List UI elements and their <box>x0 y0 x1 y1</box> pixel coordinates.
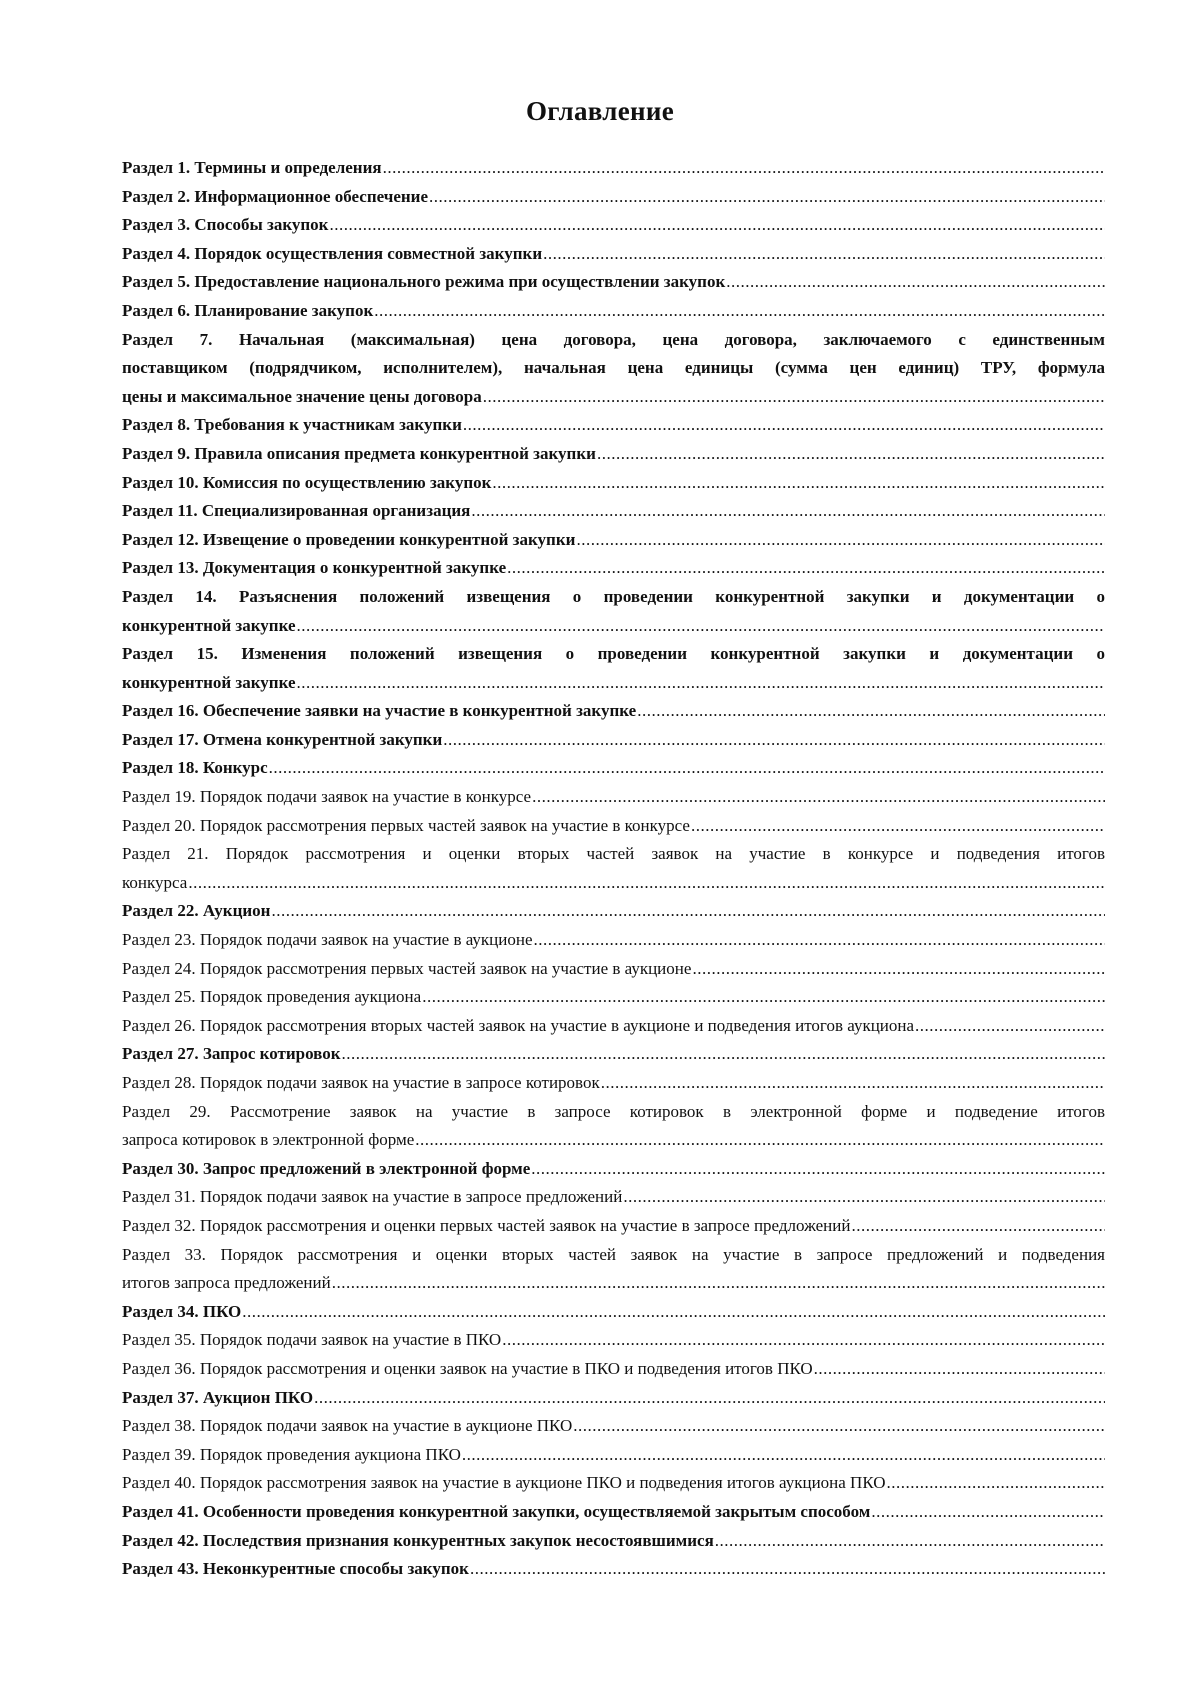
toc-entry-text: Раздел 27. Запрос котировок <box>122 1044 341 1064</box>
toc-entry-line <box>122 1212 1105 1241</box>
toc-entry-text: Раздел 9. Правила описания предмета конкурентной закупки <box>122 443 596 463</box>
toc-entry <box>122 583 1105 640</box>
toc-entry-line <box>122 1298 1105 1327</box>
dot-leader <box>531 1155 1105 1184</box>
toc-entry-line <box>122 183 1105 212</box>
toc-entry-text: Раздел 11. Специализированная организация <box>122 501 471 521</box>
toc-entry <box>122 1412 1105 1441</box>
toc-entry <box>122 926 1105 955</box>
toc-entry-text: Раздел 29. Рассмотрение заявок на участие в запросе котировок в электронной форме и подведение итогов <box>122 1101 1105 1121</box>
toc-entry <box>122 497 1105 526</box>
toc-entry-text: Раздел 39. Порядок проведения аукциона ПКО <box>122 1444 461 1464</box>
toc-entry-line <box>122 669 1105 698</box>
toc-entry-text: Раздел 42. Последствия признания конкурентных закупок несостоявшимися <box>122 1530 714 1550</box>
toc-entry <box>122 640 1105 697</box>
dot-leader <box>470 1555 1105 1584</box>
dot-leader <box>502 1326 1105 1355</box>
toc-entry <box>122 1212 1105 1241</box>
toc-entry-text: Раздел 33. Порядок рассмотрения и оценки вторых частей заявок на участие в запросе предложений и подведения <box>122 1244 1105 1264</box>
toc-entry-line <box>122 554 1105 583</box>
toc-entry-line <box>122 1384 1105 1413</box>
toc-entry <box>122 1469 1105 1498</box>
toc-entry-text: Раздел 35. Порядок подачи заявок на участие в ПКО <box>122 1330 502 1350</box>
toc-entry-text: Раздел 20. Порядок рассмотрения первых частей заявок на участие в конкурсе <box>122 815 690 835</box>
toc-entry <box>122 1527 1105 1556</box>
toc-entry-line <box>122 1441 1105 1470</box>
toc-entry-text: Раздел 17. Отмена конкурентной закупки <box>122 729 443 749</box>
dot-leader <box>532 783 1105 812</box>
toc-entry-text: цены и максимальное значение цены договора <box>122 386 482 406</box>
toc-entry-text: Раздел 13. Документация о конкурентной закупке <box>122 558 507 578</box>
toc-entry <box>122 211 1105 240</box>
toc-entry <box>122 1298 1105 1327</box>
toc-entry-line <box>122 612 1105 641</box>
toc-entry-text: Раздел 43. Неконкурентные способы закупок <box>122 1559 469 1579</box>
toc-entry-text: Раздел 16. Обеспечение заявки на участие в конкурентной закупке <box>122 701 637 721</box>
dot-leader <box>871 1498 1105 1527</box>
dot-leader <box>329 211 1105 240</box>
toc-entry-text: Раздел 31. Порядок подачи заявок на участие в запросе предложений <box>122 1187 623 1207</box>
toc-entry <box>122 697 1105 726</box>
dot-leader <box>443 726 1105 755</box>
dot-leader <box>332 1269 1105 1298</box>
toc-entry-text: Раздел 7. Начальная (максимальная) цена договора, цена договора, заключаемого с единственным <box>122 329 1105 349</box>
toc-entry-text: Раздел 38. Порядок подачи заявок на участие в аукционе ПКО <box>122 1416 573 1436</box>
dot-leader <box>269 754 1105 783</box>
toc-entry <box>122 440 1105 469</box>
toc-entry-line <box>122 1412 1105 1441</box>
toc-entry <box>122 897 1105 926</box>
toc-entry-line <box>122 469 1105 498</box>
toc-entry <box>122 268 1105 297</box>
toc-entry-text: Раздел 30. Запрос предложений в электронной форме <box>122 1158 531 1178</box>
toc-entry-text: Раздел 40. Порядок рассмотрения заявок на участие в аукционе ПКО и подведения итогов аукциона ПКО <box>122 1473 886 1493</box>
dot-leader <box>915 1012 1105 1041</box>
toc-entry-text: Раздел 36. Порядок рассмотрения и оценки заявок на участие в ПКО и подведения итогов ПКО <box>122 1358 813 1378</box>
toc-entry-line <box>122 926 1105 955</box>
toc-entry <box>122 154 1105 183</box>
toc-entry-line <box>122 411 1105 440</box>
toc-entry <box>122 783 1105 812</box>
page-title: Оглавление <box>526 96 674 126</box>
toc-entry-text: итогов запроса предложений <box>122 1273 331 1293</box>
dot-leader <box>188 869 1105 898</box>
toc-entry <box>122 411 1105 440</box>
toc-entry-line <box>122 1126 1105 1155</box>
dot-leader <box>271 897 1105 926</box>
toc-entry-line <box>122 955 1105 984</box>
toc-entry <box>122 754 1105 783</box>
toc-entry-line <box>122 1355 1105 1384</box>
toc-entry <box>122 983 1105 1012</box>
toc-entry-line <box>122 869 1105 898</box>
toc-entry <box>122 183 1105 212</box>
toc-entry <box>122 1241 1105 1298</box>
toc-entry-text: Раздел 28. Порядок подачи заявок на участие в запросе котировок <box>122 1073 600 1092</box>
toc-entry-line <box>122 897 1105 926</box>
dot-leader <box>601 1069 1105 1098</box>
toc-entry-text: Раздел 10. Комиссия по осуществлению закупок <box>122 472 492 492</box>
toc-entry-text: Раздел 12. Извещение о проведении конкурентной закупки <box>122 529 576 549</box>
toc-entry-text: Раздел 21. Порядок рассмотрения и оценки вторых частей заявок на участие в конкурсе и подведения итогов <box>122 844 1105 864</box>
toc-entry-text: Раздел 18. Конкурс <box>122 758 268 778</box>
toc-entry-line <box>122 440 1105 469</box>
dot-leader <box>543 240 1105 269</box>
toc-entry-line <box>122 1269 1105 1298</box>
dot-leader <box>492 469 1105 498</box>
toc-entry <box>122 1069 1105 1098</box>
dot-leader <box>429 183 1105 212</box>
dot-leader <box>297 669 1105 698</box>
toc-entry-text: конкурентной закупке <box>122 672 296 692</box>
dot-leader <box>637 697 1105 726</box>
toc-entry-text: Раздел 4. Порядок осуществления совместной закупки <box>122 243 543 263</box>
toc-entry-text: конкурентной закупке <box>122 615 296 635</box>
toc-entry-line <box>122 1527 1105 1556</box>
dot-leader <box>462 1441 1105 1470</box>
toc-entry-line <box>122 983 1105 1012</box>
toc-entry <box>122 1555 1105 1584</box>
toc-entry-text: Раздел 2. Информационное обеспечение <box>122 186 429 206</box>
dot-leader <box>507 554 1105 583</box>
dot-leader <box>415 1126 1105 1155</box>
toc-entry-line <box>122 1069 1105 1098</box>
toc-entry-text: Раздел 6. Планирование закупок <box>122 300 374 320</box>
toc-entry-text: Раздел 3. Способы закупок <box>122 215 329 235</box>
toc-entry <box>122 955 1105 984</box>
dot-leader <box>314 1384 1105 1413</box>
toc-entry-line <box>122 526 1105 555</box>
toc-entry-line <box>122 240 1105 269</box>
dot-leader <box>463 411 1105 440</box>
toc-entry-text: Раздел 1. Термины и определения <box>122 158 382 177</box>
toc-entry-text: запроса котировок в электронной форме <box>122 1130 415 1150</box>
dot-leader <box>726 268 1105 297</box>
toc-entry-text: Раздел 15. Изменения положений извещения о проведении конкурентной закупки и документации о <box>122 644 1105 664</box>
dot-leader <box>342 1040 1105 1069</box>
toc-entry-line <box>122 211 1105 240</box>
dot-leader <box>597 440 1105 469</box>
toc-entry-text: поставщиком (подрядчиком, исполнителем), начальная цена единицы (сумма цен единиц) ТРУ, формула <box>122 358 1105 378</box>
dot-leader <box>242 1298 1105 1327</box>
dot-leader <box>297 612 1105 641</box>
toc-entry-text: Раздел 22. Аукцион <box>122 901 271 921</box>
toc-entry-text: Раздел 23. Порядок подачи заявок на участие в аукционе <box>122 930 533 950</box>
toc-entry-text: Раздел 34. ПКО <box>122 1301 242 1321</box>
toc-entry-text: Раздел 37. Аукцион ПКО <box>122 1387 314 1407</box>
toc-entry <box>122 726 1105 755</box>
toc-entry-line <box>122 726 1105 755</box>
toc-entry-line <box>122 1155 1105 1184</box>
toc-entry-text: Раздел 26. Порядок рассмотрения вторых частей заявок на участие в аукционе и подведения итогов аукциона <box>122 1015 915 1035</box>
toc-entry <box>122 1441 1105 1470</box>
toc-entry <box>122 1355 1105 1384</box>
toc-entry-line <box>122 783 1105 812</box>
dot-leader <box>471 497 1105 526</box>
toc-entry-text: конкурса <box>122 872 188 892</box>
toc-entry <box>122 240 1105 269</box>
toc-entry-line <box>122 1012 1105 1041</box>
dot-leader <box>715 1527 1105 1556</box>
toc-entry <box>122 1498 1105 1527</box>
toc-entry <box>122 554 1105 583</box>
toc-entry <box>122 1155 1105 1184</box>
toc-entry-text: Раздел 19. Порядок подачи заявок на участие в конкурсе <box>122 787 532 807</box>
toc-entry <box>122 840 1105 897</box>
dot-leader <box>383 154 1105 183</box>
dot-leader <box>692 955 1105 984</box>
dot-leader <box>576 526 1105 555</box>
toc-entry-line <box>122 1040 1105 1069</box>
toc-entry <box>122 1098 1105 1155</box>
toc-entry <box>122 1012 1105 1041</box>
toc-entry <box>122 326 1105 412</box>
toc-entry-line <box>122 1469 1105 1498</box>
toc-entry-line <box>122 383 1105 412</box>
toc-entry-line <box>122 1498 1105 1527</box>
toc-entry-text: Раздел 41. Особенности проведения конкурентной закупки, осуществляемой закрытым способом <box>122 1501 871 1521</box>
toc-entry-text: Раздел 14. Разъяснения положений извещения о проведении конкурентной закупки и документации о <box>122 586 1105 606</box>
dot-leader <box>851 1212 1105 1241</box>
table-of-contents <box>122 154 1105 1584</box>
toc-entry-line <box>122 1326 1105 1355</box>
toc-entry-line <box>122 297 1105 326</box>
toc-entry <box>122 297 1105 326</box>
toc-entry-line <box>122 754 1105 783</box>
toc-entry <box>122 812 1105 841</box>
toc-entry-line <box>122 697 1105 726</box>
toc-entry-line <box>122 1183 1105 1212</box>
toc-entry <box>122 469 1105 498</box>
toc-entry <box>122 1040 1105 1069</box>
toc-entry <box>122 1326 1105 1355</box>
toc-entry-text: Раздел 24. Порядок рассмотрения первых частей заявок на участие в аукционе <box>122 958 692 978</box>
dot-leader <box>374 297 1105 326</box>
toc-entry <box>122 1384 1105 1413</box>
dot-leader <box>483 383 1105 412</box>
toc-entry-text: Раздел 25. Порядок проведения аукциона <box>122 987 422 1007</box>
dot-leader <box>422 983 1105 1012</box>
toc-entry-line <box>122 268 1105 297</box>
dot-leader <box>691 812 1105 841</box>
toc-entry-text: Раздел 8. Требования к участникам закупки <box>122 415 462 435</box>
dot-leader <box>814 1355 1105 1384</box>
dot-leader <box>887 1469 1105 1498</box>
toc-entry-line <box>122 497 1105 526</box>
toc-entry <box>122 526 1105 555</box>
toc-entry-text: Раздел 5. Предоставление национального режима при осуществлении закупок <box>122 272 726 292</box>
toc-entry-line <box>122 154 1105 183</box>
toc-entry <box>122 1183 1105 1212</box>
toc-entry-line <box>122 1555 1105 1584</box>
dot-leader <box>534 926 1105 955</box>
dot-leader <box>623 1183 1105 1212</box>
dot-leader <box>573 1412 1105 1441</box>
toc-entry-text: Раздел 32. Порядок рассмотрения и оценки первых частей заявок на участие в запросе предложений <box>122 1215 851 1235</box>
toc-entry-line <box>122 812 1105 841</box>
